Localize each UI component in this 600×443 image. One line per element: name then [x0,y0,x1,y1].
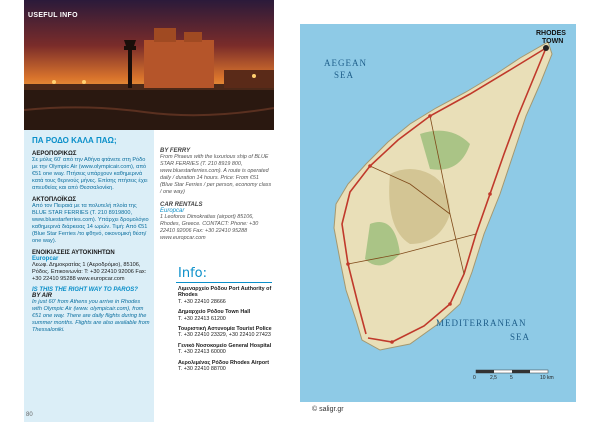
label-aegean: AEGEAN [324,58,367,68]
info-entry-name: Τουριστική Αστυνομία Tourist Police [178,326,272,333]
english-title: IS THIS THE RIGHT WAY TO PAROS? [32,287,138,293]
village-marker [368,164,372,168]
air-title: ΑΕΡΟΠΟΡΙΚΩΣ [32,151,77,157]
by-ferry-title: BY FERRY [160,148,191,154]
by-air-text: In just 60' from Athens you arrive in Rhodes with Olympic Air (www. olympicair.com), from €51 one way. There are daily flights during the summer months. Flights are also available from Thessaloniki. [32,299,150,333]
label-mediterranean: MEDITERRANEAN [436,318,527,328]
fortress-illustration [24,0,274,130]
info-entry-phone: T. +30 22410 88700 [178,366,226,373]
info-entry-name: Δημαρχείο Ρόδου Town Hall [178,309,251,316]
village-marker [390,340,394,344]
fortress-photo [24,0,274,130]
rhodes-map [300,24,576,402]
map-credit: © saligr.gr [312,406,344,413]
label-town: TOWN [542,38,564,45]
car-title: ΕΝΟΙΚΙΑΣΕΙΣ ΑΥΤΟΚΙΝΗΤΩΝ [32,250,115,256]
info-entry [178,309,274,322]
info-list [178,286,274,376]
greek-info-column [24,130,154,422]
info-entry-name: Λιμεναρχείο Ρόδου Port Authority of Rhodes [178,286,272,299]
label-rhodes: RHODES [536,30,566,37]
car-text: Λεωφ. Δημοκρατίας 1 (Αεροδρόμιο), 85106, Ρόδος. Επικοινωνία: Τ: +30 22410 92006 Fax: +30 22410 95288 www.europcar.com [32,262,147,282]
by-air-title: BY AIR [32,293,53,299]
air-text: Σε μόλις 60' από την Αθήνα φτάνετε στη Ρόδο με την Olympic Air (www.olympicair.com), από €51 one way. Πτήσεις υπάρχουν καθημερινά κατά τους θερινούς μήνες. Επίσης πτήσεις έχει απευθείας και από Θεσσαλονίκη. [32,157,148,191]
scale-bar [476,370,548,373]
village-marker [346,262,350,266]
section-tag: USEFUL INFO [28,12,78,19]
sea-title: ΑΚΤΟΠΛΟΪΚΩΣ [32,197,77,203]
info-entry-phone: T. +30 22413 60000 [178,349,226,356]
info-divider [176,282,272,283]
info-entry-phone: T. +30 22410 23329, +30 22410 27423 [178,332,271,339]
car-rentals-company: Europcar [160,208,185,214]
scale-tick: 2,5 [490,375,497,381]
town-marker [543,45,549,51]
village-marker [428,114,432,118]
info-entry [178,343,274,356]
scale-tick: 5 [510,375,513,381]
scale-tick: 0 [473,375,476,381]
sea-text: Από τον Πειραιά με τα πολυτελή πλοία της BLUE STAR FERRIES (Τ. 210 8919800, www.bluestarferries.com). Υπάρχει δρομολόγιο καθημερινά διάρκειας 14 ωρών. Τιμή: Από €51 (Blue Star Ferries /το φθηνό, οικονομική θέση/ one way). [32,203,149,244]
info-entry-phone: T. +30 22413 61200 [178,315,226,322]
scale-tick: 10 km [540,375,554,381]
info-entry-phone: T. +30 22410 28666 [178,298,226,305]
car-rentals-title: CAR RENTALS [160,202,203,208]
car-company: Europcar [32,256,59,262]
english-info-column [160,148,272,248]
village-marker [448,302,452,306]
info-heading: Info: [178,266,207,281]
column-heading: ΠΑ ΡΟΔΟ ΚΑΛΑ ΠΑΩ; [32,136,117,145]
page-number: 80 [26,412,33,418]
info-entry [178,326,274,339]
info-entry-name: Αερολιμένας Ρόδου Rhodes Airport [178,359,270,366]
info-entry [178,286,274,305]
label-mediterranean-sea: SEA [510,332,531,342]
village-marker [488,192,492,196]
island-map [300,24,576,402]
by-ferry-text: From Piraeus with the luxurious ship of BLUE STAR FERRIES (T. 210 8919 800, www.bluestarferries.com). A route is operated daily / duration 14 hours. Price: From €51 (Blue Star Ferries / per person, economy class / one way) [160,154,272,195]
car-rentals-text: 1 Leoforos Dimokratias (airport) 85106, Rhodes, Greece. CONTACT: Phone: +30 22410 92006 Fax: +30 22410 95288 www.europcar.com [160,214,259,241]
label-aegean-sea: SEA [334,70,355,80]
info-entry-name: Γενικό Νοσοκομείο General Hospital [178,342,272,349]
info-entry [178,360,274,373]
